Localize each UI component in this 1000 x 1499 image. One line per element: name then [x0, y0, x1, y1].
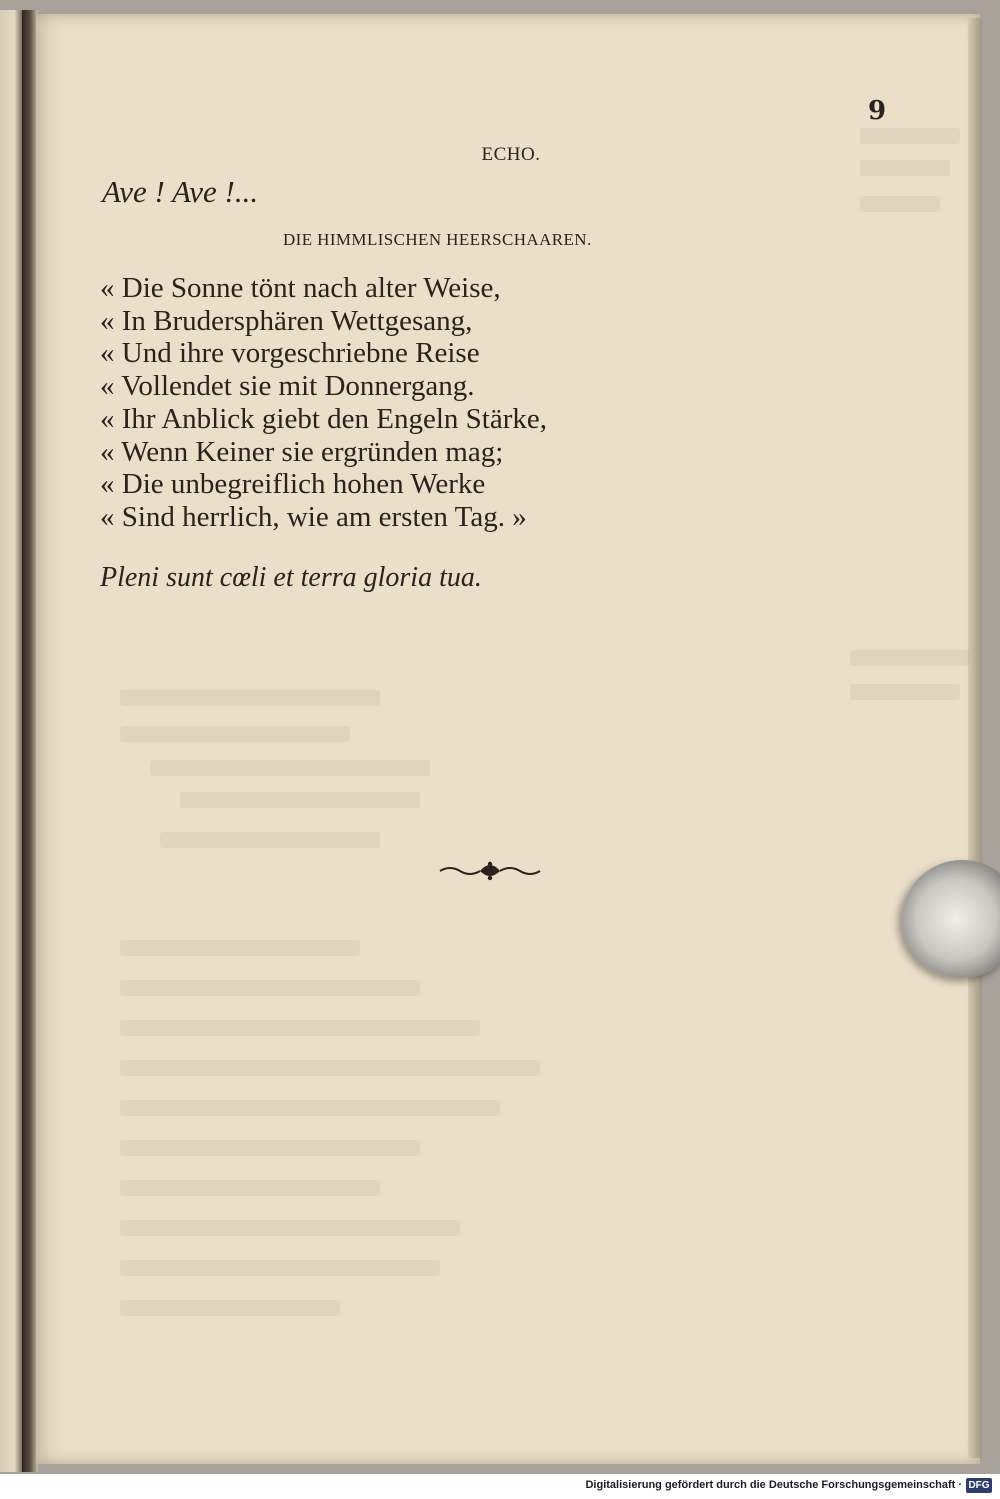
verse-line: « Vollendet sie mit Donnergang.: [100, 370, 475, 403]
verse-line: « Und ihre vorgeschriebne Reise: [100, 337, 480, 370]
footer-credit: Digitalisierung gefördert durch die Deutsche Forschungsgemeinschaft ·: [585, 1479, 962, 1491]
page-right-edge: [968, 18, 982, 1458]
verse-line: « Ihr Anblick giebt den Engeln Stärke,: [100, 402, 547, 435]
verse-line: « Wenn Keiner sie ergründen mag;: [100, 435, 504, 468]
verse-line: « In Brudersphären Wettgesang,: [100, 304, 473, 337]
verse-block: [100, 272, 547, 534]
opening-line: Ave ! Ave !...: [102, 174, 259, 209]
running-head: ECHO.: [481, 144, 541, 165]
speaker-heading: DIE HIMMLISCHEN HEERSCHAAREN.: [283, 230, 592, 249]
dfg-logo: DFG: [966, 1478, 992, 1493]
ornament-divider: [438, 860, 542, 882]
verse-line: « Sind herrlich, wie am ersten Tag. »: [100, 500, 527, 533]
footer-bar: [0, 1474, 1000, 1499]
verse-line: « Die unbegreiflich hohen Werke: [100, 468, 486, 501]
verse-line: « Die Sonne tönt nach alter Weise,: [100, 272, 501, 304]
closing-line: Pleni sunt cœli et terra gloria tua.: [100, 562, 482, 593]
page-number: 9: [868, 96, 887, 126]
